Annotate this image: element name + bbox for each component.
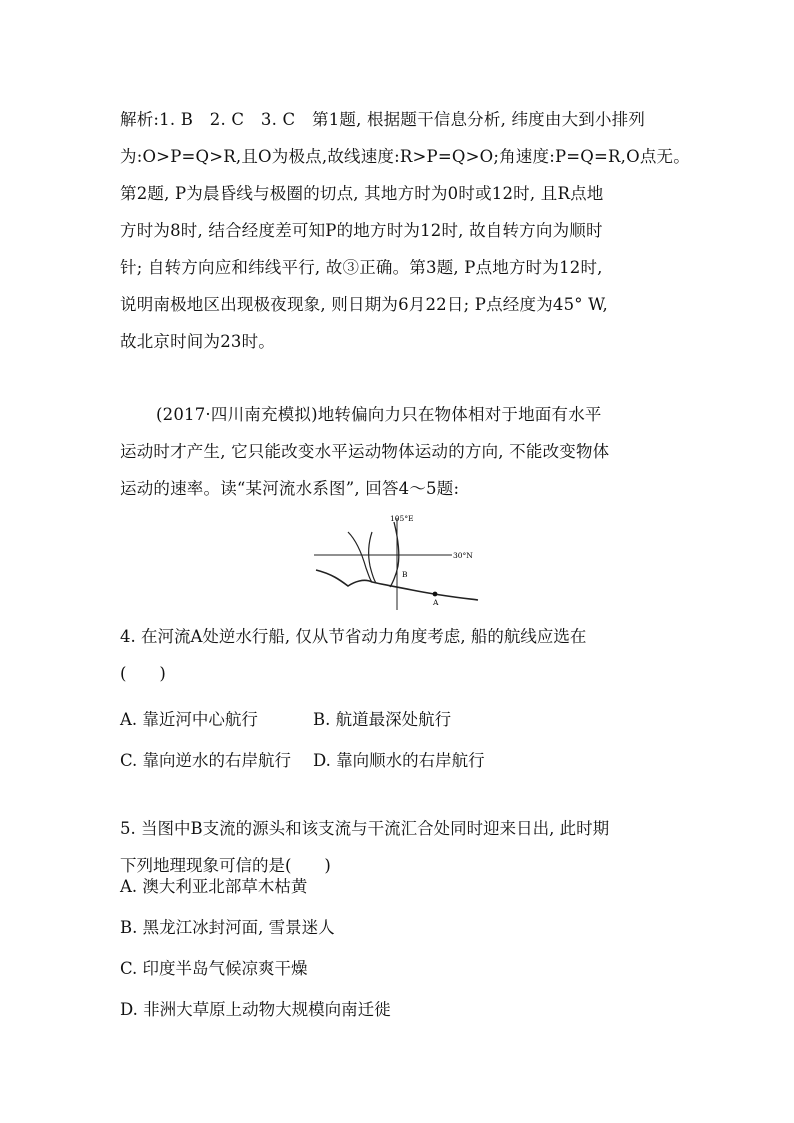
question-4-option-d: D. 靠向顺水的右岸航行: [313, 751, 485, 770]
question-5-option-b: B. 黑龙江冰封河面, 雪景迷人: [120, 918, 335, 937]
tributary-middle-path: [369, 532, 376, 583]
question-4-option-a: A. 靠近河中心航行: [120, 710, 258, 729]
question-5-stem: [120, 810, 690, 884]
analysis-line-5: 针; 自转方向应和纬线平行, 故③正确。第3题, P点地方时为12时,: [120, 258, 603, 277]
question-5-option-a: A. 澳大利亚北部草木枯黄: [120, 877, 308, 896]
latitude-label: 30°N: [453, 551, 473, 560]
intro-paragraph: [120, 396, 680, 507]
intro-line-2: 运动时才产生, 它只能改变水平运动物体运动的方向, 不能改变物体: [120, 442, 610, 461]
longitude-label: 105°E: [390, 514, 414, 523]
point-a-marker: [433, 592, 438, 597]
analysis-paragraph: [120, 101, 690, 360]
river-system-figure: [312, 510, 482, 610]
question-4-option-b: B. 航道最深处航行: [313, 710, 452, 729]
question-4-option-c: C. 靠向逆水的右岸航行: [120, 751, 292, 770]
intro-line-3: 运动的速率。读“某河流水系图”, 回答4～5题:: [120, 479, 460, 498]
question-5-stem-line-1: 5. 当图中B支流的源头和该支流与干流汇合处同时迎来日出, 此时期: [120, 819, 610, 838]
question-4-stem: [120, 618, 690, 692]
question-4-stem-line-2: ( ): [120, 664, 166, 683]
question-5-stem-line-2: 下列地理现象可信的是( ): [120, 856, 331, 875]
analysis-line-7: 故北京时间为23时。: [120, 332, 275, 351]
analysis-line-4: 方时为8时, 结合经度差可知P的地方时为12时, 故自转方向为顺时: [120, 221, 603, 240]
analysis-line-2: 为:O>P=Q>R,且O为极点,故线速度:R>P=Q>O;角速度:P=Q=R,O点无。: [120, 147, 690, 166]
analysis-line-3: 第2题, P为晨昏线与极圈的切点, 其地方时为0时或12时, 且R点地: [120, 184, 604, 203]
intro-line-1: (2017·四川南充模拟)地转偏向力只在物体相对于地面有水平: [156, 405, 602, 424]
analysis-line-1: 解析:1. B 2. C 3. C 第1题, 根据题干信息分析, 纬度由大到小排列: [120, 110, 646, 129]
question-4-stem-line-1: 4. 在河流A处逆水行船, 仅从节省动力角度考虑, 船的航线应选在: [120, 627, 587, 646]
point-b-label: B: [402, 570, 408, 579]
question-5-option-d: D. 非洲大草原上动物大规模向南迁徙: [120, 1000, 391, 1019]
question-5-option-c: C. 印度半岛气候凉爽干燥: [120, 959, 308, 978]
point-a-label: A: [433, 598, 439, 607]
analysis-line-6: 说明南极地区出现极夜现象, 则日期为6月22日; P点经度为45° W,: [120, 295, 608, 314]
